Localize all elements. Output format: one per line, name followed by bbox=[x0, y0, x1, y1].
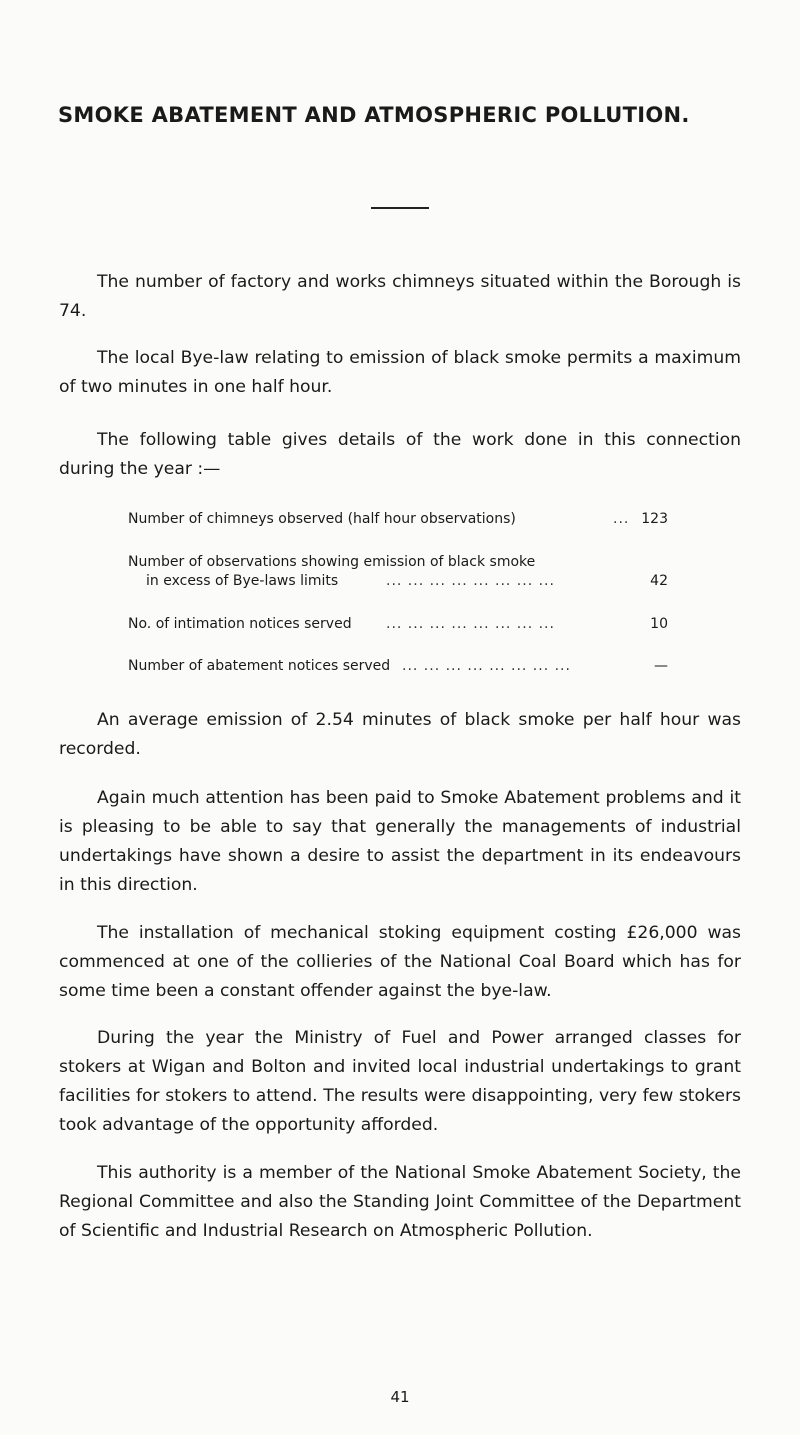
table-row-label: Number of chimneys observed (half hour observations) bbox=[128, 511, 516, 527]
paragraph-ministry-classes: During the year the Ministry of Fuel and Power arranged classes for stokers at Wigan and Bolton and invited local industrial undertakings to grant facilities for stokers to attend. The results were disappointing, very few stokers took advantage of the opportunity afforded. bbox=[59, 1028, 741, 1135]
paragraph-installation: The installation of mechanical stoking equipment costing £26,000 was commenced at one of the collieries of the National Coal Board which has for some time been a constant offender against the bye-law. bbox=[59, 923, 741, 1001]
table-row-value: 123 bbox=[641, 511, 668, 527]
table-row-leader: ... bbox=[613, 511, 630, 527]
table-row-label: Number of abatement notices served bbox=[128, 658, 391, 674]
title-divider bbox=[371, 207, 429, 209]
table-row-leader: ... ... ... ... ... ... ... ... bbox=[386, 616, 555, 632]
page-number: 41 bbox=[390, 1388, 410, 1406]
paragraph-chimney-count: The number of factory and works chimneys situated within the Borough is 74. bbox=[59, 272, 741, 321]
table-row-label: Number of observations showing emission of black smoke bbox=[128, 554, 536, 570]
paragraph-membership: This authority is a member of the National Smoke Abatement Society, the Regional Committee and also the Standing Joint Committee of the Department of Scientific and Industrial Research on Atmospheric Pollution. bbox=[59, 1163, 741, 1241]
paragraph-average-emission: An average emission of 2.54 minutes of black smoke per half hour was recorded. bbox=[59, 710, 741, 759]
table-row-label-continuation: in excess of Bye-laws limits bbox=[146, 573, 339, 589]
table-row-leader: ... ... ... ... ... ... ... ... bbox=[402, 658, 571, 674]
paragraph-attention: Again much attention has been paid to Smoke Abatement problems and it is pleasing to be able to say that generally the managements of industrial undertakings have shown a desire to assist the department in its endeavours in this direction. bbox=[59, 788, 741, 895]
table-row-value: 10 bbox=[650, 616, 668, 632]
page-title: SMOKE ABATEMENT AND ATMOSPHERIC POLLUTION. bbox=[58, 103, 690, 127]
paragraph-table-intro: The following table gives details of the work done in this connection during the year :— bbox=[59, 430, 741, 479]
paragraph-bye-law: The local Bye-law relating to emission of black smoke permits a maximum of two minutes in one half hour. bbox=[59, 348, 741, 397]
table-row-leader: ... ... ... ... ... ... ... ... bbox=[386, 573, 555, 589]
table-row-value: — bbox=[654, 658, 668, 674]
table-row-value: 42 bbox=[650, 573, 668, 589]
table-row-label: No. of intimation notices served bbox=[128, 616, 352, 632]
